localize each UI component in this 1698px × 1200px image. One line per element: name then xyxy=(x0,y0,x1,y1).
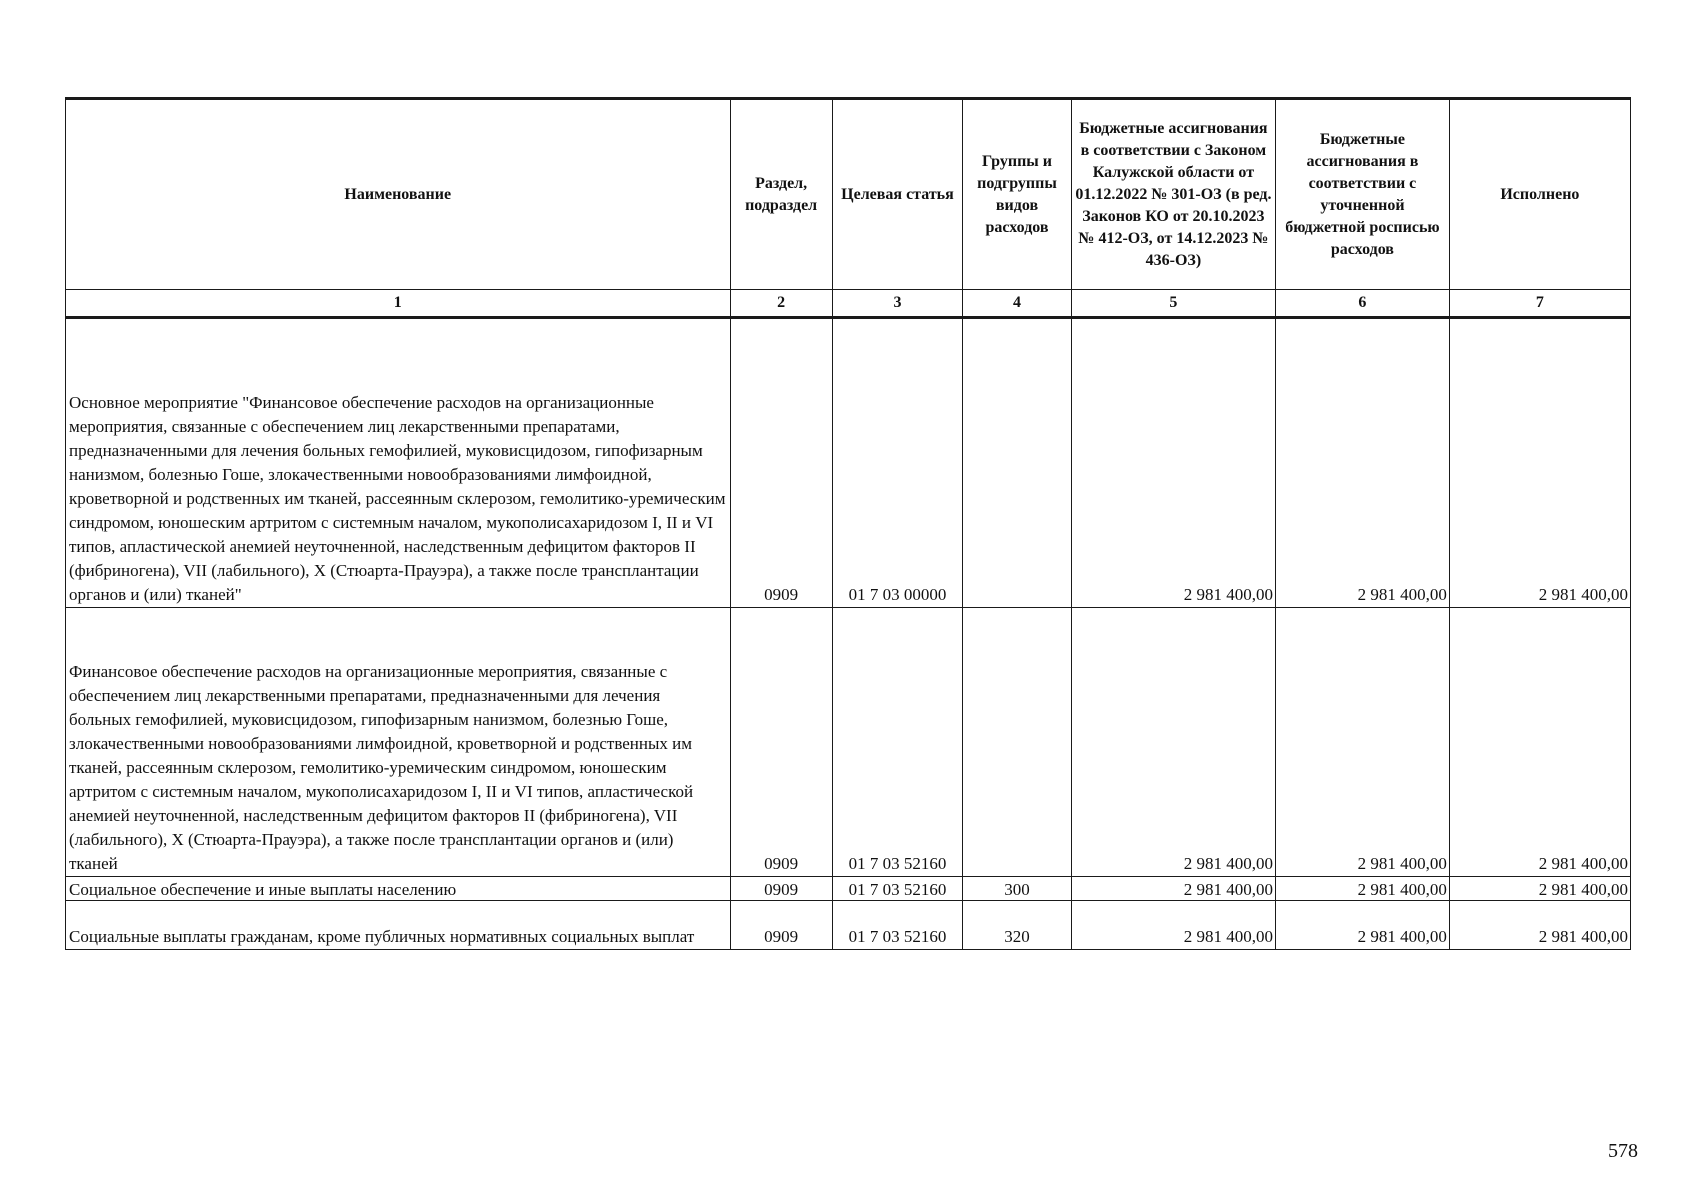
column-number: 4 xyxy=(963,290,1071,318)
table-row xyxy=(66,877,1631,901)
row-section: 0909 xyxy=(730,901,832,950)
column-number: 2 xyxy=(730,290,832,318)
row-law-allocation: 2 981 400,00 xyxy=(1071,901,1275,950)
column-number: 7 xyxy=(1449,290,1630,318)
column-number: 1 xyxy=(66,290,731,318)
row-refined-allocation: 2 981 400,00 xyxy=(1276,901,1450,950)
row-law-allocation: 2 981 400,00 xyxy=(1071,877,1275,901)
row-expense-group: 300 xyxy=(963,877,1071,901)
row-law-allocation: 2 981 400,00 xyxy=(1071,608,1275,877)
row-expense-group xyxy=(963,608,1071,877)
header-target-article: Целевая статья xyxy=(832,99,963,290)
row-name: Социальное обеспечение и иные выплаты населению xyxy=(66,877,731,901)
header-name: Наименование xyxy=(66,99,731,290)
row-name: Социальные выплаты гражданам, кроме публичных нормативных социальных выплат xyxy=(66,901,731,950)
row-expense-group xyxy=(963,318,1071,608)
header-row xyxy=(66,99,1631,290)
table-row xyxy=(66,901,1631,950)
row-target-article: 01 7 03 52160 xyxy=(832,608,963,877)
row-section: 0909 xyxy=(730,608,832,877)
header-refined-allocations: Бюджетные ассигнования в соответствии с уточненной бюджетной росписью расходов xyxy=(1276,99,1450,290)
row-refined-allocation: 2 981 400,00 xyxy=(1276,608,1450,877)
row-section: 0909 xyxy=(730,318,832,608)
column-number: 5 xyxy=(1071,290,1275,318)
row-executed: 2 981 400,00 xyxy=(1449,901,1630,950)
budget-sheet xyxy=(65,97,1631,950)
row-target-article: 01 7 03 00000 xyxy=(832,318,963,608)
table-row xyxy=(66,318,1631,608)
row-refined-allocation: 2 981 400,00 xyxy=(1276,877,1450,901)
column-number-row xyxy=(66,290,1631,318)
header-expense-groups: Группы и подгруппы видов расходов xyxy=(963,99,1071,290)
row-name: Основное мероприятие "Финансовое обеспечение расходов на организационные мероприятия, связанные с обеспечением лиц лекарственными препаратами, предназначенными для лечения больных гемофилией, муковисцидозом, гипофизарным нанизмом, болезнью Гоше, злокачественными новообразованиями лимфоидной, кроветворной и родственных им тканей, рассеянным склерозом, гемолитико-уремическим синдромом, юношеским артритом с системным началом, мукополисахаридозом I, II и VI типов, апластической анемией неуточненной, наследственным дефицитом факторов II (фибриногена), VII (лабильного), X (Стюарта-Прауэра), а также после трансплантации органов и (или) тканей" xyxy=(66,318,731,608)
header-section: Раздел, подраздел xyxy=(730,99,832,290)
table-row xyxy=(66,608,1631,877)
budget-table xyxy=(65,97,1631,950)
row-executed: 2 981 400,00 xyxy=(1449,608,1630,877)
row-section: 0909 xyxy=(730,877,832,901)
row-refined-allocation: 2 981 400,00 xyxy=(1276,318,1450,608)
row-target-article: 01 7 03 52160 xyxy=(832,877,963,901)
row-target-article: 01 7 03 52160 xyxy=(832,901,963,950)
row-executed: 2 981 400,00 xyxy=(1449,877,1630,901)
row-name: Финансовое обеспечение расходов на организационные мероприятия, связанные с обеспечением лиц лекарственными препаратами, предназначенными для лечения больных гемофилией, муковисцидозом, гипофизарным нанизмом, болезнью Гоше, злокачественными новообразованиями лимфоидной, кроветворной и родственных им тканей, рассеянным склерозом, гемолитико-уремическим синдромом, юношеским артритом с системным началом, мукополисахаридозом I, II и VI типов, апластической анемией неуточненной, наследственным дефицитом факторов II (фибриногена), VII (лабильного), X (Стюарта-Прауэра), а также после трансплантации органов и (или) тканей xyxy=(66,608,731,877)
row-expense-group: 320 xyxy=(963,901,1071,950)
row-law-allocation: 2 981 400,00 xyxy=(1071,318,1275,608)
column-number: 3 xyxy=(832,290,963,318)
row-executed: 2 981 400,00 xyxy=(1449,318,1630,608)
page-number: 578 xyxy=(1608,1140,1638,1162)
column-number: 6 xyxy=(1276,290,1450,318)
header-law-allocations: Бюджетные ассигнования в соответствии с Законом Калужской области от 01.12.2022 № 301-ОЗ (в ред. Законов КО от 20.10.2023 № 412-ОЗ, от 14.12.2023 № 436-ОЗ) xyxy=(1071,99,1275,290)
header-executed: Исполнено xyxy=(1449,99,1630,290)
